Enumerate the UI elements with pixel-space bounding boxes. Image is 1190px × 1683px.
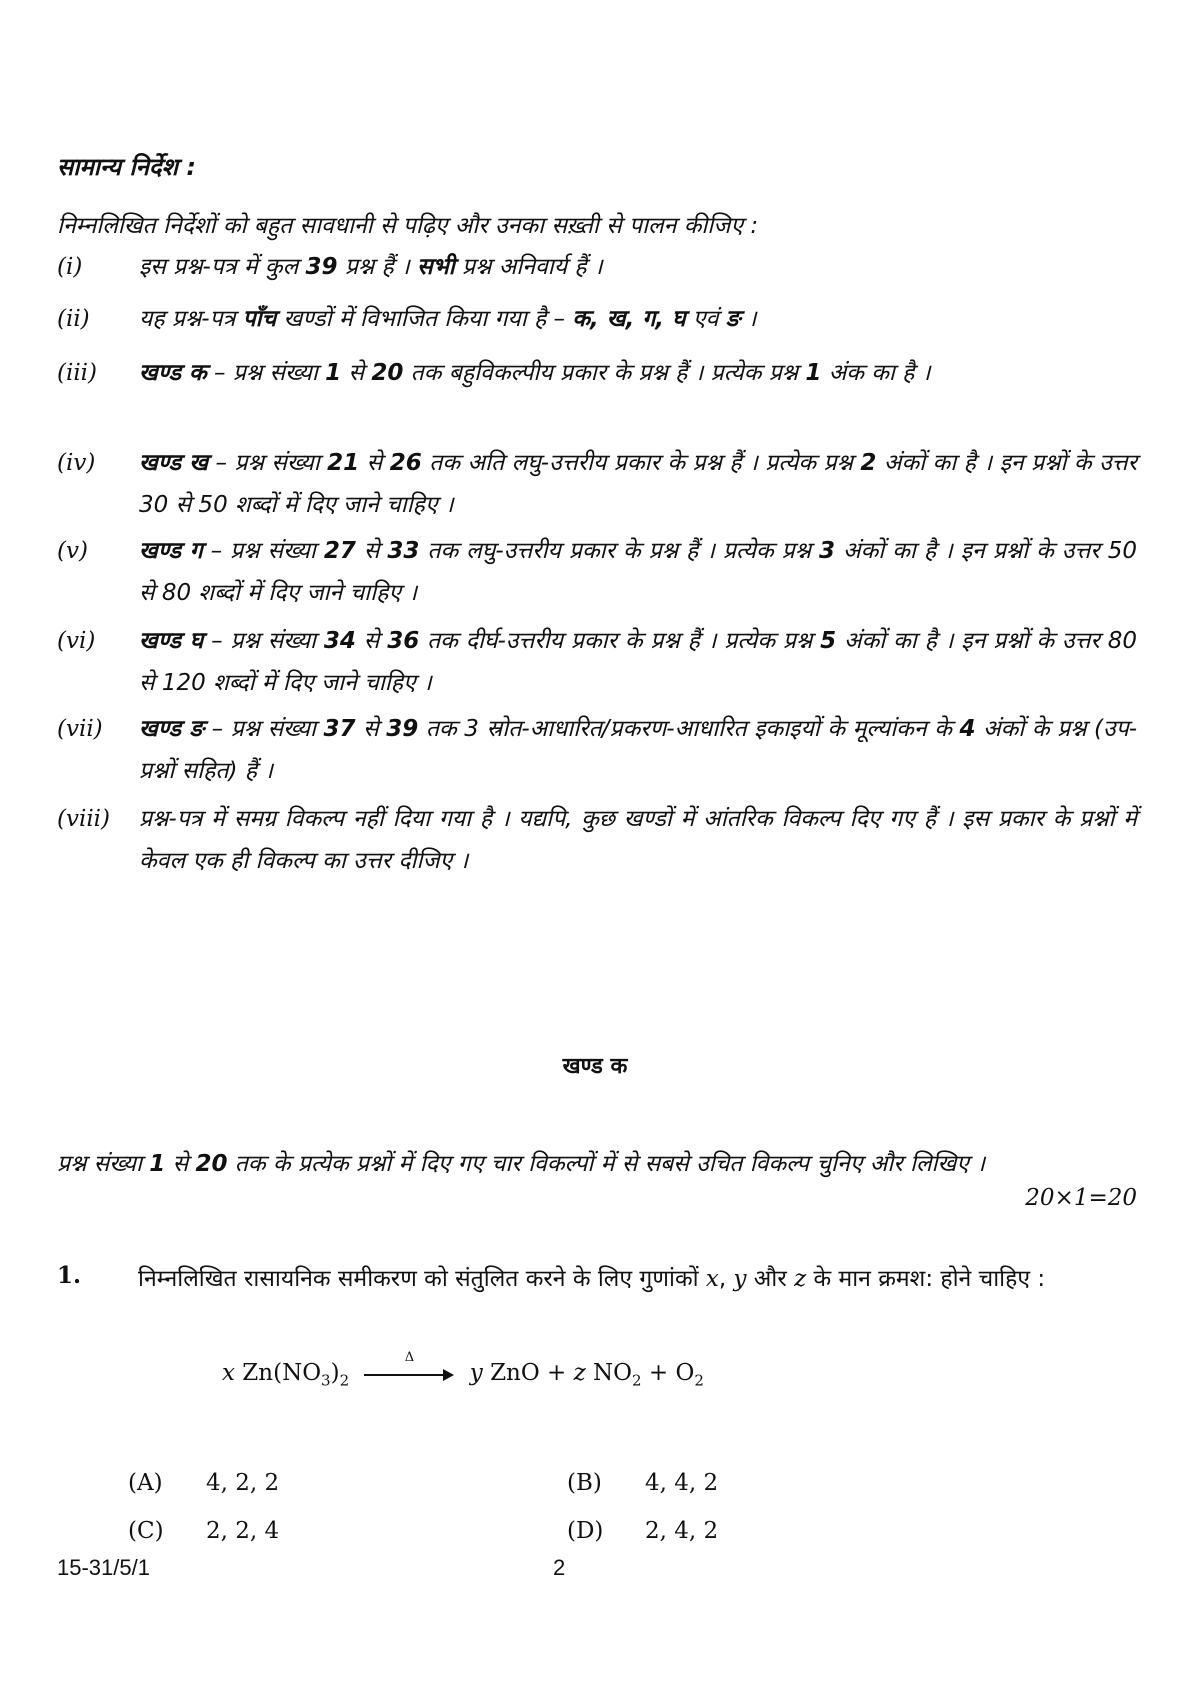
heat-condition: Δ: [404, 1350, 415, 1365]
section-a-title: खण्ड क: [562, 1054, 628, 1079]
variable-z: z: [794, 1266, 807, 1292]
conjunction: और: [746, 1266, 795, 1292]
instruction-number: (v): [57, 538, 88, 564]
option-value: 4, 2, 2: [206, 1470, 280, 1496]
option-label: (B): [567, 1470, 602, 1496]
paper-code: 15-31/5/1: [57, 1555, 150, 1580]
question-number: 1.: [57, 1262, 82, 1289]
subscript: 2: [339, 1371, 350, 1390]
variable-y: y: [733, 1266, 747, 1292]
bracket: ): [330, 1360, 340, 1386]
instruction-number: (viii): [57, 806, 111, 832]
instruction-number: (i): [57, 254, 83, 280]
instruction-text: प्रश्न-पत्र में समग्र विकल्प नहीं दिया गया है । यद्यपि, कुछ खण्डों में आंतरिक विकल्प दिए गए हैं । इस प्रकार के प्रश्नों में केवल एक ही विकल्प का उत्तर दीजिए ।: [139, 806, 1137, 874]
option-label: (D): [567, 1518, 604, 1544]
section-a-intro: प्रश्न संख्या 1 से 20 तक के प्रत्येक प्रश्नों में दिए गए चार विकल्पों में से सबसे उचित विकल्प चुनिए और लिखिए ।: [57, 1151, 986, 1177]
product-o2: + O: [641, 1360, 695, 1386]
reactant-formula: Zn(NO: [242, 1360, 322, 1386]
option-label: (A): [128, 1470, 163, 1496]
option-b[interactable]: [567, 1470, 718, 1496]
page-number: 2: [553, 1555, 566, 1580]
subscript: 3: [321, 1371, 331, 1390]
instruction-text: खण्ड घ – प्रश्न संख्या 34 से 36 तक दीर्घ-उत्तरीय प्रकार के प्रश्न हैं । प्रत्येक प्रश्न 5 अंकों का है । इन प्रश्नों के उत्तर 80 से 120 शब्दों में दिए जाने चाहिए ।: [139, 628, 1137, 696]
instruction-number: (vi): [57, 628, 96, 654]
instructions-intro: निम्नलिखित निर्देशों को बहुत सावधानी से पढ़िए और उनका सख़्ती से पालन कीजिए :: [57, 213, 759, 239]
product-no2: NO: [593, 1360, 633, 1386]
option-c[interactable]: [128, 1518, 279, 1544]
instruction-number: (vii): [57, 716, 103, 742]
option-d[interactable]: [567, 1518, 718, 1544]
question-text: [138, 1258, 1078, 1300]
coef-y: y: [469, 1360, 483, 1386]
instruction-text: खण्ड ग – प्रश्न संख्या 27 से 33 तक लघु-उत्तरीय प्रकार के प्रश्न हैं । प्रत्येक प्रश्न 3 अंकों का है । इन प्रश्नों के उत्तर 50 से 80 शब्दों में दिए जाने चाहिए ।: [139, 538, 1137, 606]
subscript: 2: [694, 1371, 704, 1390]
section-a-marks: 20×1=20: [1025, 1185, 1137, 1211]
question-text-part: के मान क्रमश: होने चाहिए :: [806, 1266, 1046, 1292]
instruction-text: खण्ड ख – प्रश्न संख्या 21 से 26 तक अति लघु-उत्तरीय प्रकार के प्रश्न हैं । प्रत्येक प्रश्न 2 अंकों का है । इन प्रश्नों के उत्तर 30 से 50 शब्दों में दिए जाने चाहिए ।: [139, 450, 1137, 518]
separator: ,: [718, 1266, 734, 1292]
instruction-number: (iv): [57, 450, 96, 476]
coef-z: z: [573, 1360, 586, 1386]
reaction-arrow-icon: [364, 1350, 454, 1384]
general-instructions-heading: सामान्य निर्देश :: [57, 153, 196, 181]
option-label: (C): [128, 1518, 164, 1544]
option-a[interactable]: [128, 1470, 279, 1496]
instruction-text: यह प्रश्न-पत्र पाँच खण्डों में विभाजित किया गया है – क, ख, ग, घ एवं ङ ।: [139, 306, 757, 332]
product-zno: ZnO +: [490, 1360, 574, 1386]
chemical-equation: [222, 1350, 704, 1390]
subscript: 2: [632, 1371, 642, 1390]
option-value: 2, 4, 2: [645, 1518, 719, 1544]
variable-x: x: [705, 1266, 719, 1292]
question-text-part: निम्नलिखित रासायनिक समीकरण को संतुलित करने के लिए गुणांकों: [138, 1266, 706, 1292]
option-value: 2, 2, 4: [206, 1518, 280, 1544]
instruction-number: (iii): [57, 360, 98, 386]
instruction-text: खण्ड क – प्रश्न संख्या 1 से 20 तक बहुविकल्पीय प्रकार के प्रश्न हैं । प्रत्येक प्रश्न 1 अंक का है ।: [139, 360, 931, 386]
coef-x: x: [222, 1360, 235, 1386]
option-value: 4, 4, 2: [645, 1470, 719, 1496]
instruction-text: खण्ड ङ – प्रश्न संख्या 37 से 39 तक 3 स्रोत-आधारित/प्रकरण-आधारित इकाइयों के मूल्यांकन के 4 अंकों के प्रश्न (उप-प्रश्नों सहित) हैं ।: [139, 716, 1137, 784]
instruction-text: इस प्रश्न-पत्र में कुल 39 प्रश्न हैं । सभी प्रश्न अनिवार्य हैं ।: [139, 254, 603, 280]
instruction-number: (ii): [57, 306, 90, 332]
